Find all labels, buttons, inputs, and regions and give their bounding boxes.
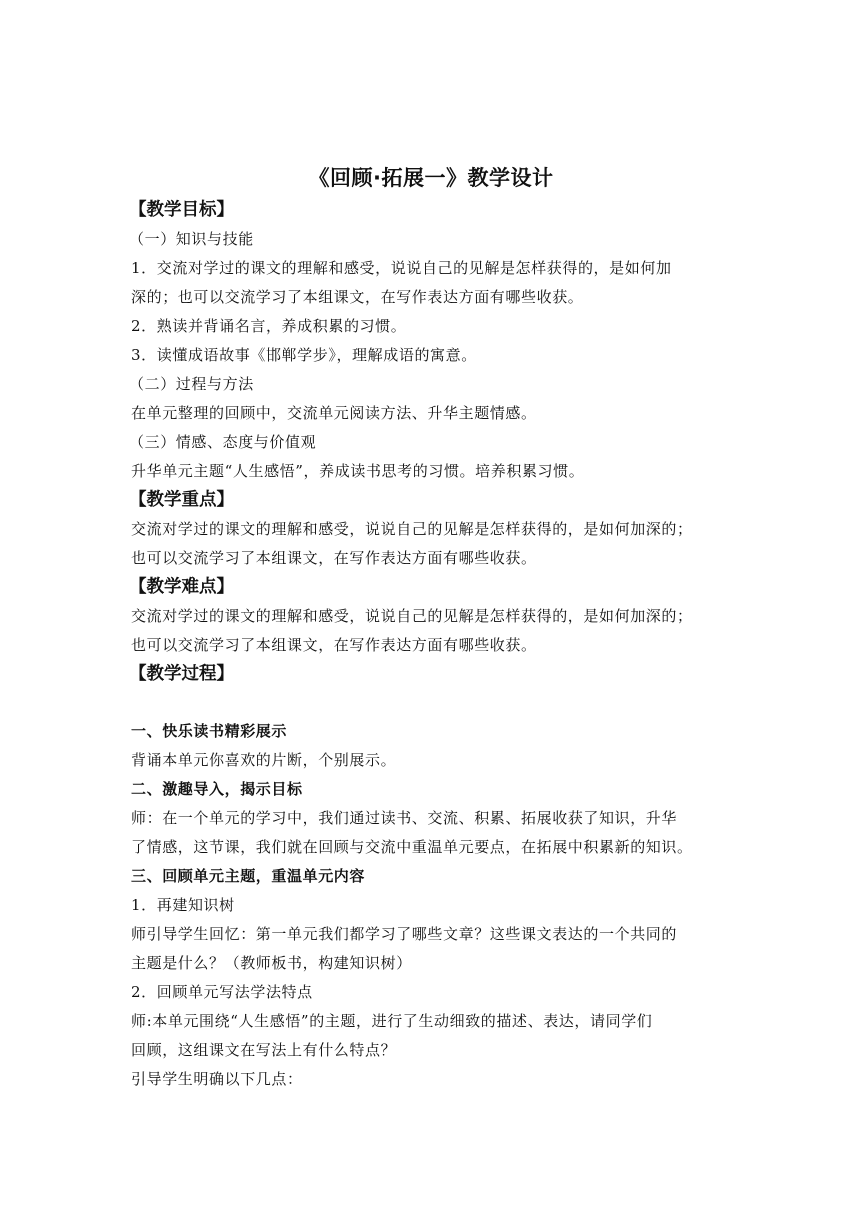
section-2-line-1: 师：在一个单元的学习中，我们通过读书、交流、积累、拓展收获了知识，升华 (131, 809, 678, 827)
section-3-2-line-3: 引导学生明确以下几点： (131, 1070, 303, 1088)
difficulties-heading: 【教学难点】 (129, 577, 234, 597)
emotion-subheading: （三）情感、态度与价值观 (129, 433, 317, 451)
process-method-subheading: （二）过程与方法 (129, 375, 254, 393)
key-points-heading: 【教学重点】 (129, 490, 234, 510)
document-title: 《回顾·拓展一》教学设计 (308, 166, 554, 190)
section-1-heading: 一、快乐读书精彩展示 (131, 722, 288, 740)
knowledge-item-1-line-1: 1．交流对学过的课文的理解和感受，说说自己的见解是怎样获得的，是如何加 (131, 259, 672, 277)
key-points-line-1: 交流对学过的课文的理解和感受，说说自己的见解是怎样获得的，是如何加深的； (131, 520, 693, 538)
knowledge-subheading: （一）知识与技能 (129, 230, 254, 248)
process-method-text: 在单元整理的回顾中，交流单元阅读方法、升华主题情感。 (131, 404, 537, 422)
goals-heading: 【教学目标】 (129, 200, 234, 220)
section-3-2-heading: 2．回顾单元写法学法特点 (131, 983, 313, 1001)
section-1-text: 背诵本单元你喜欢的片断，个别展示。 (131, 751, 397, 769)
section-3-heading: 三、回顾单元主题，重温单元内容 (131, 867, 366, 885)
blank-line (131, 689, 731, 717)
knowledge-item-3: 3．读懂成语故事《邯郸学步》，理解成语的寓意。 (131, 346, 477, 364)
difficulties-line-2: 也可以交流学习了本组课文，在写作表达方面有哪些收获。 (131, 636, 537, 654)
section-3-1-line-2: 主题是什么？（教师板书，构建知识树） (131, 954, 412, 972)
difficulties-line-1: 交流对学过的课文的理解和感受，说说自己的见解是怎样获得的，是如何加深的； (131, 607, 693, 625)
emotion-text: 升华单元主题“人生感悟”，养成读书思考的习惯。培养积累习惯。 (131, 462, 585, 480)
document-page (131, 160, 731, 1094)
section-3-2-line-1: 师:本单元围绕“人生感悟”的主题，进行了生动细致的描述、表达，请同学们 (131, 1012, 653, 1030)
knowledge-item-1-line-2: 深的；也可以交流学习了本组课文，在写作表达方面有哪些收获。 (131, 288, 584, 306)
section-3-2-line-2: 回顾，这组课文在写法上有什么特点？ (131, 1041, 397, 1059)
section-2-line-2: 了情感，这节课，我们就在回顾与交流中重温单元要点，在拓展中积累新的知识。 (131, 838, 693, 856)
section-3-1-heading: 1．再建知识树 (131, 896, 235, 914)
section-3-1-line-1: 师引导学生回忆：第一单元我们都学习了哪些文章？这些课文表达的一个共同的 (131, 925, 678, 943)
key-points-line-2: 也可以交流学习了本组课文，在写作表达方面有哪些收获。 (131, 549, 537, 567)
process-heading: 【教学过程】 (129, 664, 234, 684)
section-2-heading: 二、激趣导入，揭示目标 (131, 780, 303, 798)
knowledge-item-2: 2．熟读并背诵名言，养成积累的习惯。 (131, 317, 407, 335)
